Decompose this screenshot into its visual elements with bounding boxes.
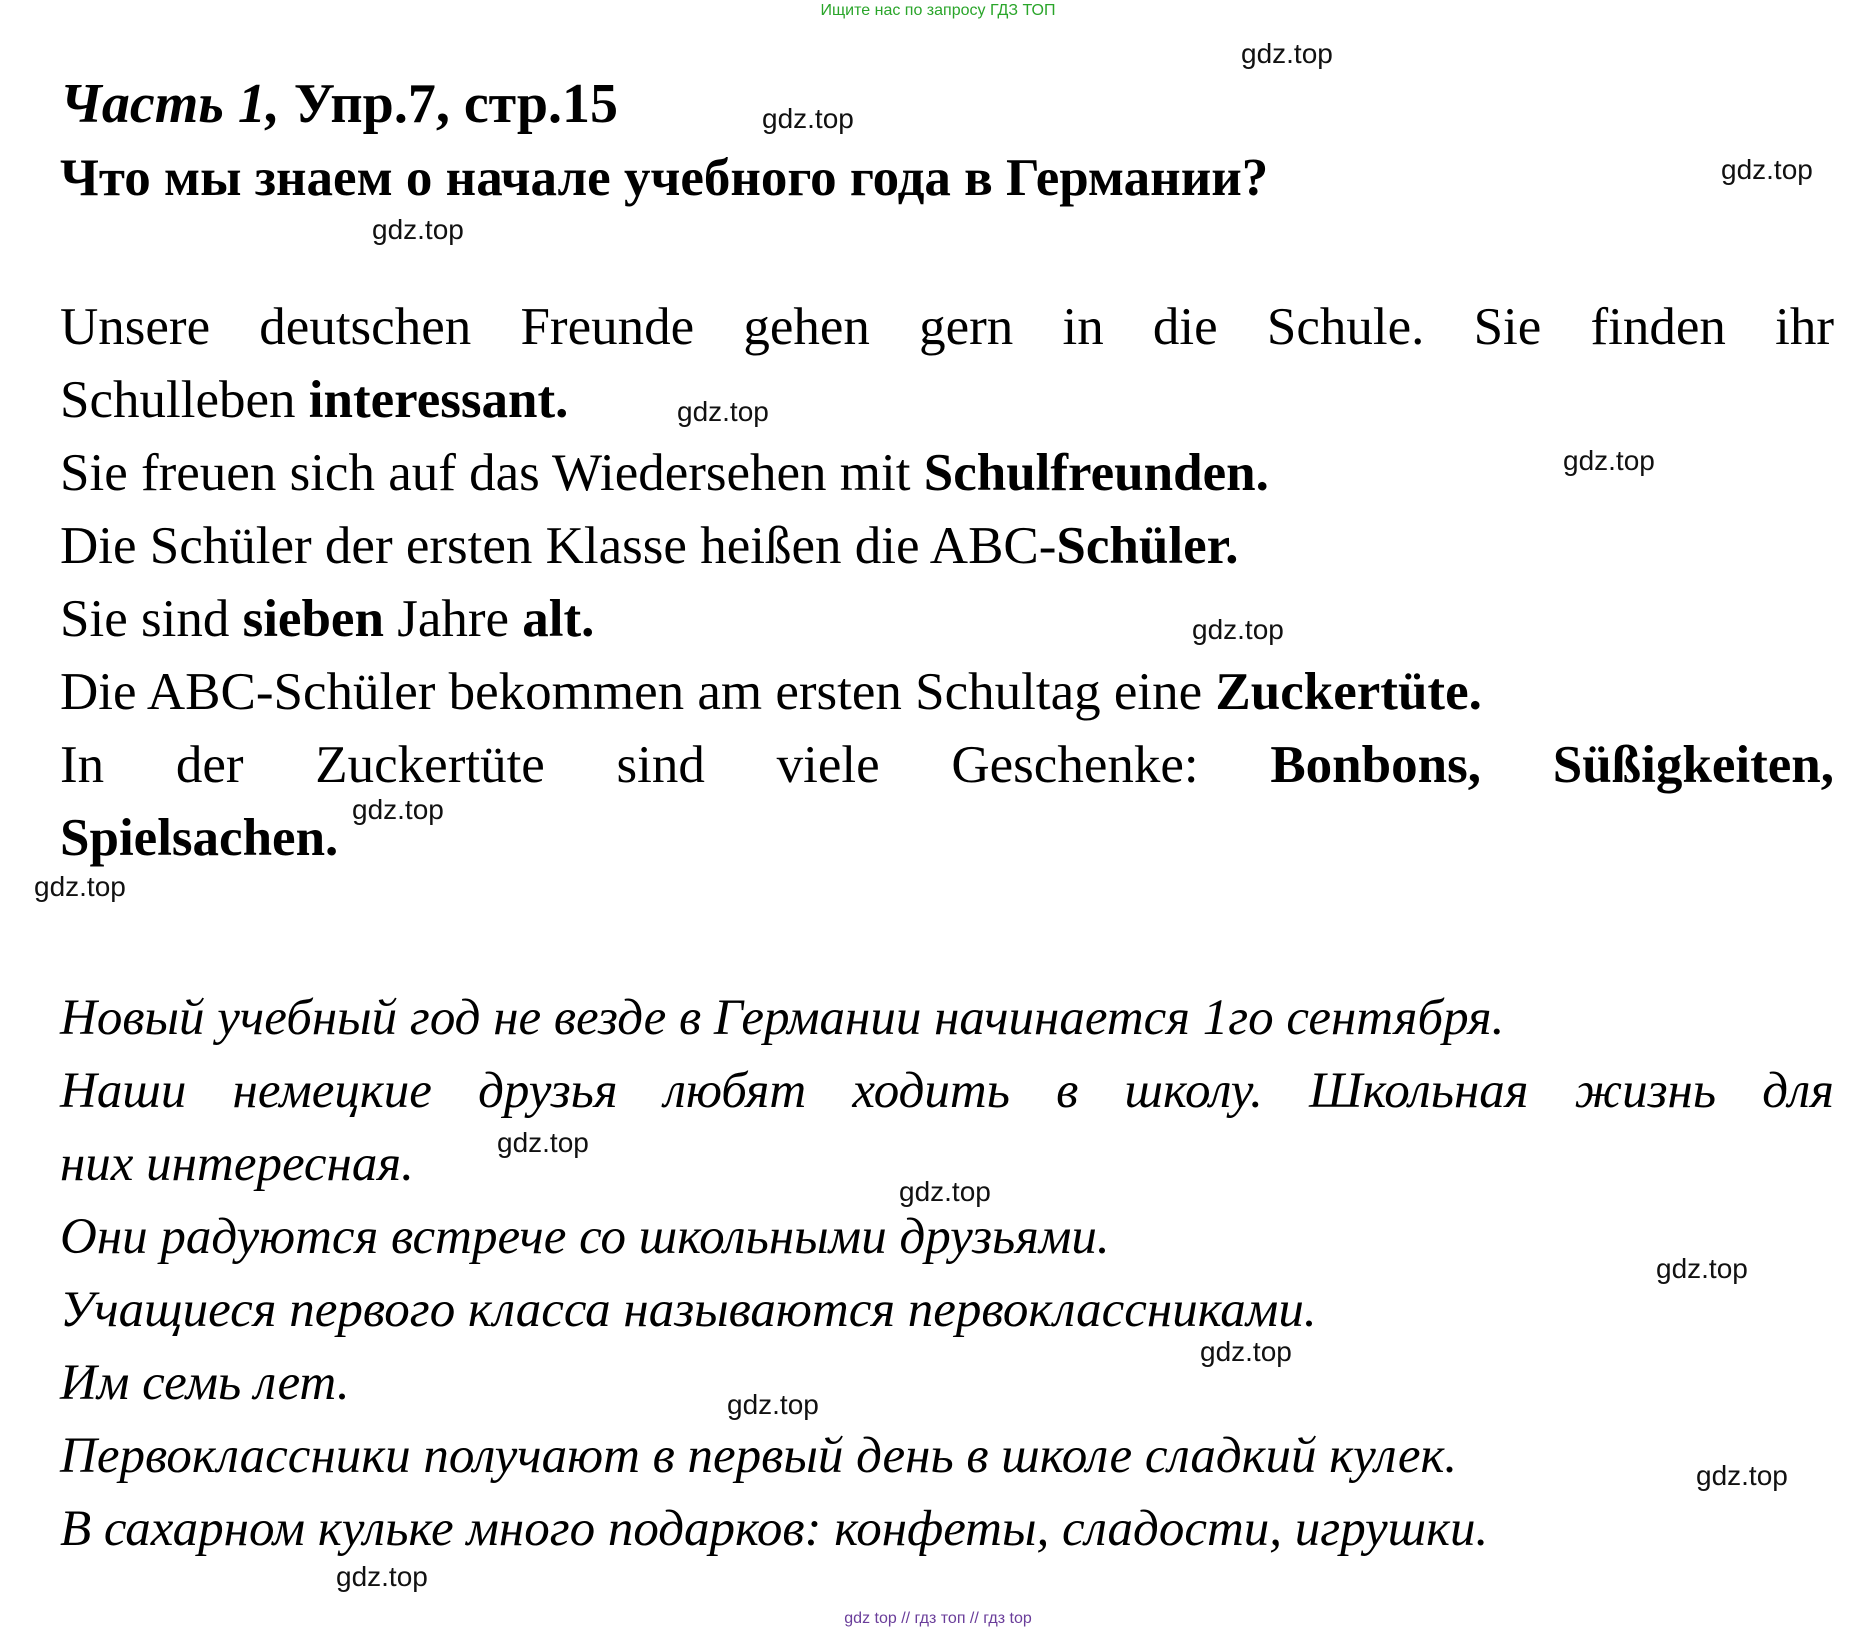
watermark: gdz.top xyxy=(1721,154,1813,185)
russian-translation xyxy=(60,982,1834,1566)
footer-note: gdz top // гдз топ // гдз top xyxy=(844,1610,1032,1627)
part-label: Часть 1, xyxy=(60,73,280,135)
german-line-4 xyxy=(60,510,1834,583)
watermark: gdz.top xyxy=(727,1389,819,1420)
watermark: gdz.top xyxy=(1192,614,1284,645)
exercise-label: Упр.7, стр.15 xyxy=(279,73,619,135)
german-bold-word: Schüler. xyxy=(1056,517,1239,575)
german-text-fragment: Jahre xyxy=(383,590,523,648)
watermark: gdz.top xyxy=(1241,38,1333,69)
watermark: gdz.top xyxy=(1656,1253,1748,1284)
german-text-fragment: Die Schüler der ersten Klasse heißen die ABC- xyxy=(60,517,1057,575)
german-line-8 xyxy=(60,802,1834,875)
watermark: gdz.top xyxy=(336,1561,428,1592)
german-bold-word: Zuckertüte. xyxy=(1215,663,1482,721)
top-search-note: Ищите нас по запросу ГДЗ ТОП xyxy=(820,2,1056,19)
german-bold-word: Bonbons, Süßigkeiten, xyxy=(1270,736,1834,794)
russian-line-4: Они радуются встрече со школьными друзьями. xyxy=(60,1209,1110,1265)
russian-line-8: В сахарном кульке много подарков: конфеты, сладости, игрушки. xyxy=(60,1501,1489,1557)
watermark: gdz.top xyxy=(762,103,854,134)
german-bold-word: Spielsachen. xyxy=(60,809,339,867)
russian-line-7: Первоклассники получают в первый день в школе сладкий кулек. xyxy=(60,1428,1458,1484)
russian-line-1: Новый учебный год не везде в Германии начинается 1го сентября. xyxy=(60,990,1505,1046)
watermark: gdz.top xyxy=(497,1127,589,1158)
page-title xyxy=(60,72,618,136)
watermark: gdz.top xyxy=(1696,1460,1788,1491)
german-text xyxy=(60,291,1834,875)
watermark: gdz.top xyxy=(1200,1336,1292,1367)
watermark: gdz.top xyxy=(352,794,444,825)
german-bold-word: alt. xyxy=(522,590,595,648)
german-bold-word: interessant. xyxy=(308,371,569,429)
german-line-7 xyxy=(60,729,1834,802)
german-line-6 xyxy=(60,656,1834,729)
watermark: gdz.top xyxy=(1563,445,1655,476)
russian-line-2: Наши немецкие друзья любят ходить в школу. Школьная жизнь для xyxy=(60,1063,1834,1119)
german-line-2 xyxy=(60,364,1834,437)
watermark: gdz.top xyxy=(372,214,464,245)
watermark: gdz.top xyxy=(899,1176,991,1207)
german-text-fragment: Sie freuen sich auf das Wiedersehen mit xyxy=(60,444,924,502)
section-question: Что мы знаем о начале учебного года в Германии? xyxy=(60,149,1269,207)
german-text-fragment: Sie sind xyxy=(60,590,243,648)
german-bold-word: Schulfreunden. xyxy=(923,444,1269,502)
german-text-fragment: In der Zuckertüte sind viele Geschenke: xyxy=(60,736,1271,794)
watermark: gdz.top xyxy=(34,871,126,902)
watermark: gdz.top xyxy=(677,396,769,427)
russian-line-3: них интересная. xyxy=(60,1136,414,1192)
russian-line-5: Учащиеся первого класса называются первоклассниками. xyxy=(60,1282,1317,1338)
german-line-1: Unsere deutschen Freunde gehen gern in die Schule. Sie finden ihr xyxy=(60,298,1834,356)
german-line-5 xyxy=(60,583,1834,656)
german-bold-word: sieben xyxy=(242,590,384,648)
german-text-fragment: Die ABC-Schüler bekommen am ersten Schultag eine xyxy=(60,663,1216,721)
russian-line-6: Им семь лет. xyxy=(60,1355,350,1411)
german-text-fragment: Schulleben xyxy=(60,371,309,429)
